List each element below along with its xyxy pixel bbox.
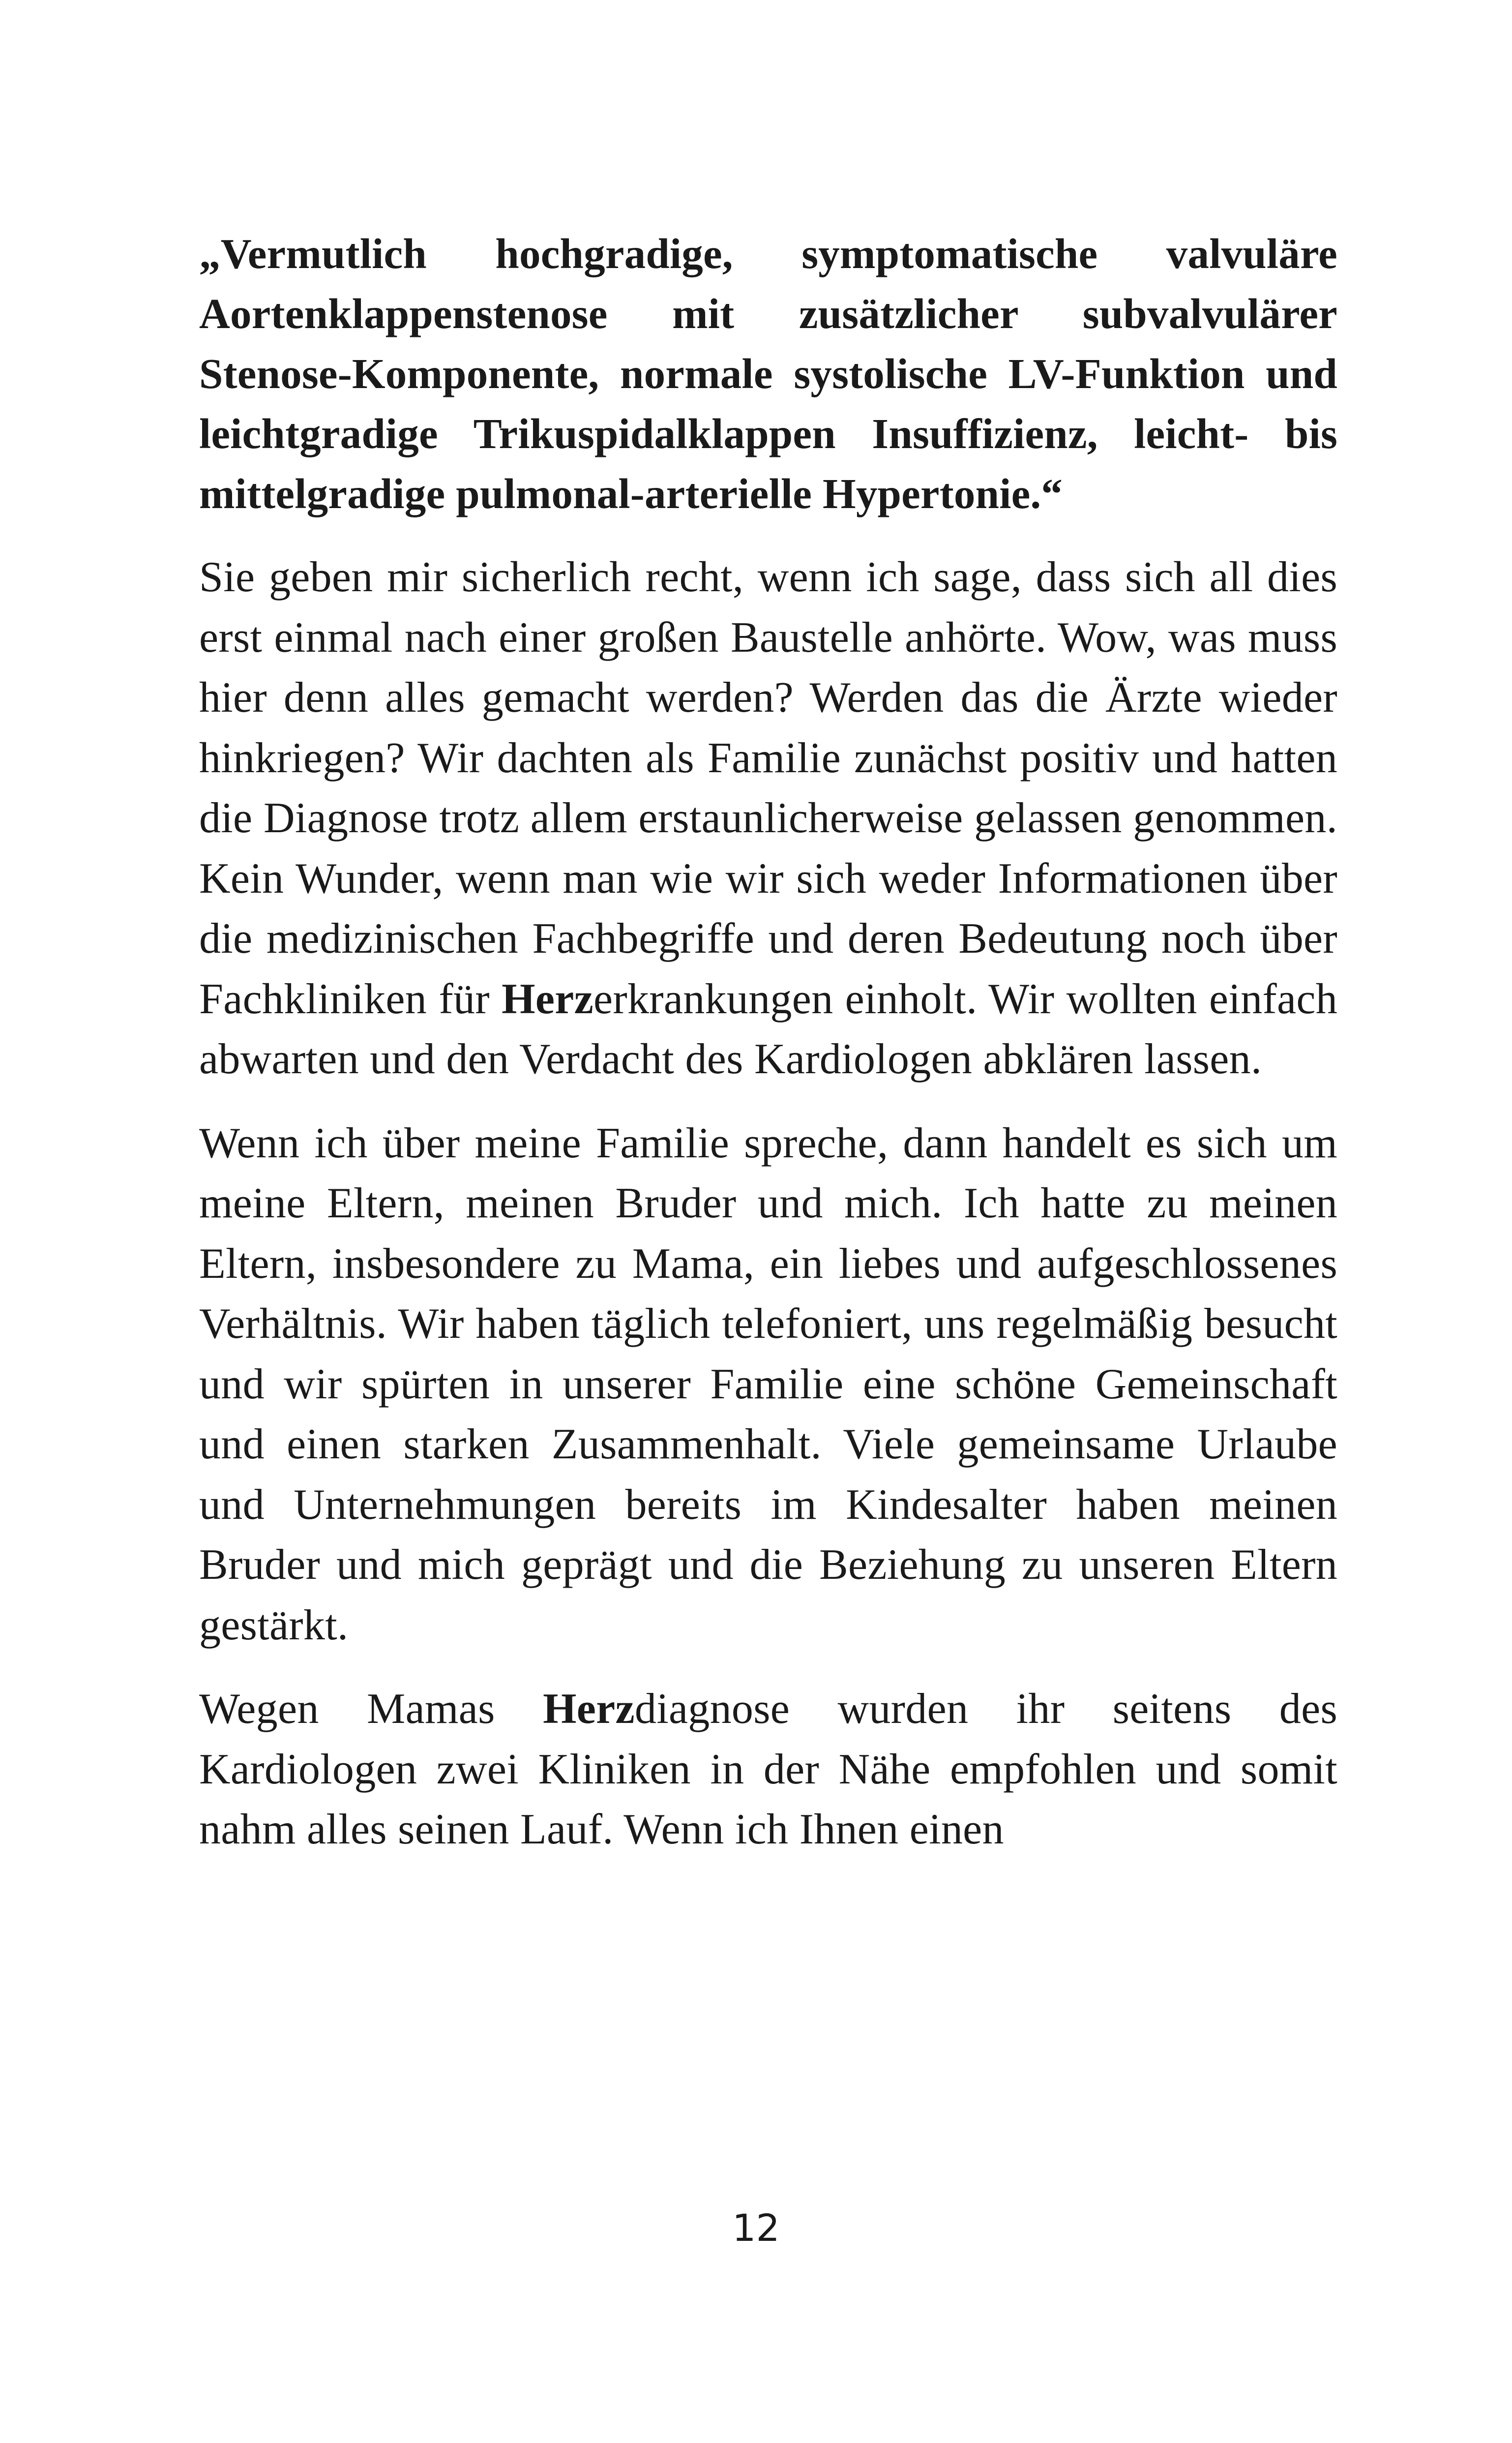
paragraph-text: Sie geben mir sicherlich recht, wenn ich sage, dass sich all dies erst einmal nach einer großen Baustelle anhörte. Wow, was muss hier denn alles gemacht werden? Werden das die Ärzte wieder hinkriegen? Wir dachten als Familie zunächst positiv und hatten die Diagnose trotz allem erstaunlicherweise gelassen genommen. Kein Wunder, wenn man wie wir sich weder Informationen über die medizinischen Fachbegriffe und deren Bedeutung noch über Fachkliniken für — [199, 553, 1337, 1023]
paragraph-family: Wenn ich über meine Familie spreche, dann handelt es sich um meine Eltern, meinen Bruder und mich. Ich hatte zu meinen Eltern, insbesondere zu Mama, ein liebes und aufgeschlossenes Verhältnis. Wir haben täglich telefoniert, uns regelmäßig besucht und wir spürten in unserer Familie eine schöne Gemeinschaft und einen starken Zusammenhalt. Viele gemeinsame Urlaube und Unternehmungen bereits im Kindesalter haben meinen Bruder und mich geprägt und die Beziehung zu unseren Eltern gestärkt. — [199, 1119, 1337, 1649]
emphasis-herz: Herz — [502, 975, 593, 1023]
paragraph-text: diagnose wurden ihr seitens des Kardiologen zwei Kliniken in der Nähe empfohlen und somit nahm alles seinen Lauf. Wenn ich Ihnen einen — [199, 1685, 1338, 1853]
diagnosis-quote: „Vermutlich hochgradige, symptomatische valvuläre Aortenklappenstenose mit zusätzlicher subvalvulärer Stenose-Komponente, normale systolische LV-Funktion und leichtgradige Trikuspidalklappen Insuffizienz, leicht- bis mittelgradige pulmonal-arterielle Hypertonie.“ — [199, 230, 1337, 517]
page-number: 12 — [732, 2206, 780, 2250]
paragraph-clinics — [199, 1679, 1337, 1860]
paragraph-text: Wegen Mamas — [199, 1685, 543, 1733]
emphasis-herz: Herz — [543, 1685, 635, 1733]
paragraph-diagnosis-reaction — [199, 547, 1337, 1090]
page-body — [199, 224, 1337, 1860]
paragraph-text: erkrankungen einholt. Wir wollten einfach abwarten und den Verdacht des Kardiologen abklären lassen. — [199, 975, 1337, 1083]
